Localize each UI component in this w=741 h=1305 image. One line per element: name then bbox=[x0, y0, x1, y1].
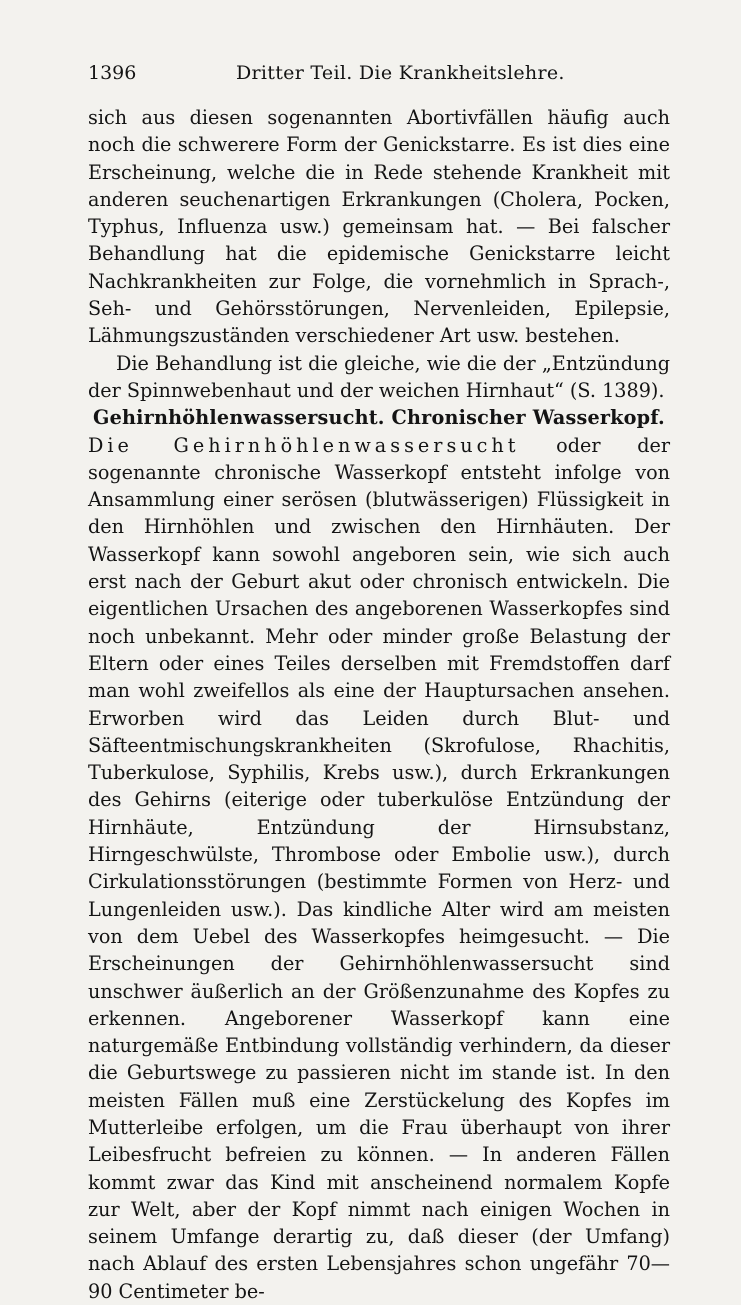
page-number: 1396 bbox=[88, 62, 137, 84]
page-header bbox=[88, 62, 688, 92]
section-heading: Gehirnhöhlenwassersucht. Chronischer Wasserkopf. bbox=[93, 406, 665, 430]
paragraph-hydrocephalus bbox=[88, 432, 670, 1305]
running-head: Dritter Teil. Die Krankheitslehre. bbox=[236, 62, 565, 84]
paragraph-hydrocephalus-text: oder der sogenannte chronische Wasserkopf entsteht infolge von Ansammlung einer serösen (blutwässerigen) Flüssigkeit in den Hirnhöhlen und zwischen den Hirnhäuten. Der Wasserkopf kann sowohl angeboren sein, wie sich auch erst nach der Geburt akut oder chronisch entwickeln. Die eigentlichen Ursachen des angeborenen Wasserkopfes sind noch unbekannt. Mehr oder minder große Belastung der Eltern oder eines Teiles derselben mit Fremdstoffen darf man wohl zweifellos als eine der Hauptursachen ansehen. Erworben wird das Leiden durch Blut- und Säfteentmischungskrankheiten (Skrofulose, Rhachitis, Tuberkulose, Syphilis, Krebs usw.), durch Erkrankungen des Gehirns (eiterige oder tuberkulöse Entzündung der Hirnhäute, Entzündung der Hirnsubstanz, Hirngeschwülste, Thrombose oder Embolie usw.), durch Cirkulationsstörungen (bestimmte Formen von Herz- und Lungenleiden usw.). Das kindliche Alter wird am meisten von dem Uebel des Wasserkopfes heimgesucht. — Die Erscheinungen der Gehirnhöhlenwassersucht sind unschwer äußerlich an der Größenzunahme des Kopfes zu erkennen. Angeborener Wasserkopf kann eine naturgemäße Entbindung vollständig verhindern, da dieser die Geburtswege zu passieren nicht im stande ist. In den meisten Fällen muß eine Zerstückelung des Kopfes im Mutterleibe erfolgen, um die Frau überhaupt von ihrer Leibesfrucht befreien zu können. — In anderen Fällen kommt zwar das Kind mit anscheinend normalem Kopfe zur Welt, aber der Kopf nimmt nach einigen Wochen in seinem Umfange derartig zu, daß dieser (der Umfang) nach Ablauf des ersten Lebensjahres schon ungefähr 70—90 Centimeter be- bbox=[88, 433, 671, 1303]
spaced-lead-term: Die Gehirnhöhlenwassersucht bbox=[88, 433, 520, 457]
paragraph-treatment: Die Behandlung ist die gleiche, wie die der „Entzündung der Spinnwebenhaut und der weichen Hirnhaut“ (S. 1389). bbox=[88, 351, 670, 402]
paragraph-continuation: sich aus diesen sogenannten Abortivfällen häufig auch noch die schwerere Form der Genickstarre. Es ist dies eine Erscheinung, welche die in Rede stehende Krankheit mit anderen seuchenartigen Erkrankungen (Cholera, Pocken, Typhus, Influenza usw.) gemeinsam hat. — Bei falscher Behandlung hat die epidemische Genickstarre leicht Nachkrankheiten zur Folge, die vornehmlich in Sprach-, Seh- und Gehörsstörungen, Nervenleiden, Epilepsie, Lähmungszuständen verschiedener Art usw. bestehen. bbox=[88, 106, 670, 348]
body-text bbox=[88, 104, 670, 1305]
